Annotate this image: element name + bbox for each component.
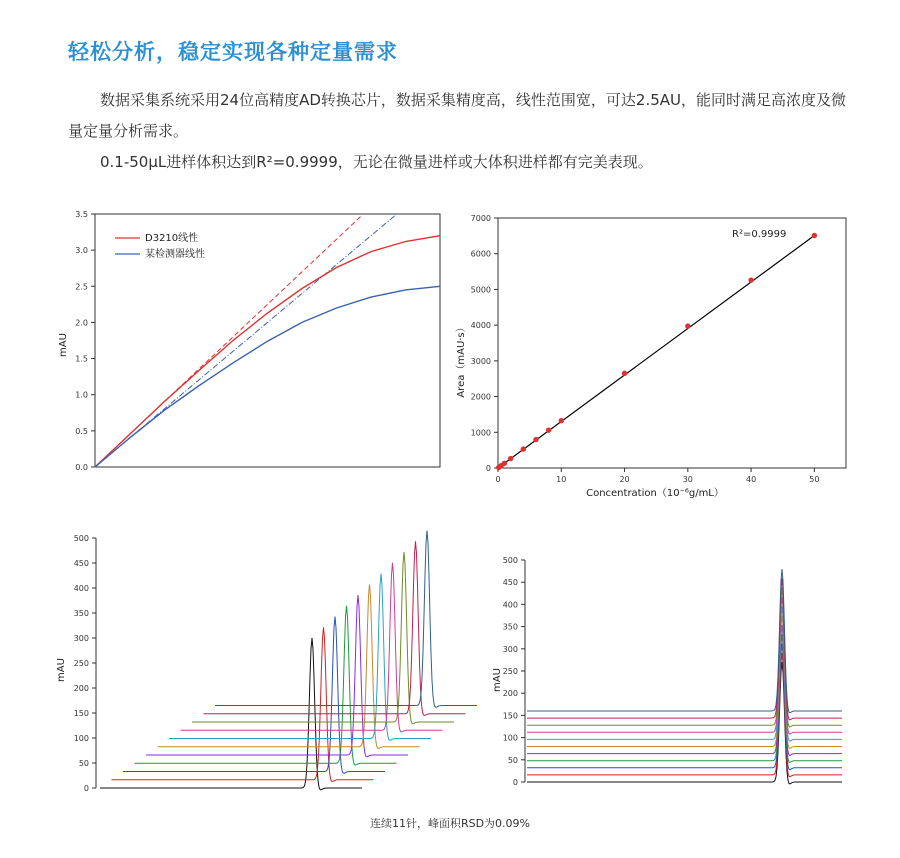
legend-label-other: 某检测器线性 xyxy=(145,249,205,260)
linearity-ytick-label: 0.5 xyxy=(75,426,88,436)
chromatogram-overlay-ytick-label: 0 xyxy=(512,778,518,787)
calibration-ytick-label: 2000 xyxy=(470,392,491,402)
calibration-point xyxy=(508,456,513,461)
chromatogram-offset-trace-11 xyxy=(215,531,477,708)
linearity-ytick-label: 3.5 xyxy=(75,210,88,219)
calibration-ylabel: Area（mAU·s） xyxy=(456,322,467,398)
calibration-ytick-label: 3000 xyxy=(470,356,491,366)
chromatogram-overlay-chart xyxy=(480,550,860,800)
calibration-point xyxy=(546,427,551,432)
legend-label-d3210: D3210线性 xyxy=(145,233,199,244)
chromatogram-overlay-trace-3 xyxy=(527,644,842,770)
calibration-ytick-label: 6000 xyxy=(470,249,491,259)
calibration-point xyxy=(502,461,507,466)
chromatogram-offset-trace-5 xyxy=(146,595,408,757)
linearity-ytick-label: 2.0 xyxy=(75,318,88,328)
calibration-xtick-label: 30 xyxy=(682,475,693,484)
calibration-xtick-label: 20 xyxy=(619,475,630,484)
calibration-ytick-label: 0 xyxy=(485,464,491,473)
calibration-ytick-label: 1000 xyxy=(470,428,491,438)
volume-paragraph: 0.1-50μL进样体积达到R²=0.9999，无论在微量进样或大体积进样都有完美表现。 xyxy=(100,153,653,171)
linearity-ylabel: mAU xyxy=(58,333,69,357)
chromatogram-overlay-trace-7 xyxy=(527,606,842,741)
chromatogram-offset-trace-2 xyxy=(112,627,374,781)
calibration-xtick-label: 0 xyxy=(495,475,501,484)
linearity-ytick-label: 0.0 xyxy=(75,463,88,472)
chromatogram-offset-ytick-label: 350 xyxy=(73,609,89,618)
chromatogram-offset-ytick-label: 500 xyxy=(73,534,89,543)
chromatogram-offset-ytick-label: 400 xyxy=(73,584,89,593)
calibration-xtick-label: 10 xyxy=(556,475,567,484)
chromatogram-offset-ytick-label: 150 xyxy=(73,709,89,718)
calibration-fit-line xyxy=(499,236,815,468)
chromatogram-overlay-ytick-label: 150 xyxy=(502,711,518,721)
chromatogram-offset-trace-4 xyxy=(135,606,397,765)
linearity-series-0 xyxy=(95,236,440,467)
calibration-ytick-label: 4000 xyxy=(470,321,491,331)
chromatogram-overlay-ytick-label: 250 xyxy=(502,667,518,676)
calibration-xlabel: Concentration（10⁻⁶g/mL） xyxy=(586,488,724,499)
chromatogram-overlay-ytick-label: 500 xyxy=(502,556,518,565)
linearity-ytick-label: 3.0 xyxy=(75,246,88,256)
chromatogram-offset-trace-7 xyxy=(169,574,431,741)
chromatogram-offset-trace-10 xyxy=(204,541,466,715)
linearity-chart xyxy=(40,205,450,490)
page-title: 轻松分析，稳定实现各种定量需求 xyxy=(68,40,398,64)
intro-paragraph: 数据采集系统采用24位高精度AD转换芯片，数据采集精度高，线性范围宽，可达2.5AU，能同时满足高浓度及微量定量分析需求。 xyxy=(68,91,846,140)
chromatogram-overlay-ytick-label: 100 xyxy=(502,733,518,743)
calibration-xtick-label: 40 xyxy=(745,475,757,484)
chromatogram-overlay-trace-8 xyxy=(527,597,842,734)
chromatogram-offset-ylabel: mAU xyxy=(56,658,67,682)
linearity-ytick-label: 1.0 xyxy=(75,390,88,400)
calibration-xtick-label: 50 xyxy=(809,475,820,484)
calibration-point xyxy=(748,277,753,282)
chromatogram-overlay-trace-11 xyxy=(527,569,842,713)
chromatogram-offset-ytick-label: 200 xyxy=(73,684,89,693)
chromatogram-overlay-ytick-label: 400 xyxy=(502,600,518,610)
chromatogram-offset-ytick-label: 250 xyxy=(73,659,89,668)
chromatogram-overlay-ytick-label: 350 xyxy=(502,622,518,632)
chromatogram-offset-chart xyxy=(40,530,450,800)
chromatogram-overlay-ytick-label: 200 xyxy=(502,689,518,699)
chromatogram-overlay-trace-5 xyxy=(527,625,842,756)
chromatogram-overlay-ytick-label: 50 xyxy=(507,755,518,765)
chromatogram-offset-ytick-label: 50 xyxy=(78,759,89,768)
chromatogram-overlay-trace-9 xyxy=(527,588,842,727)
chromatogram-offset-ytick-label: 100 xyxy=(73,734,89,743)
chromatogram-overlay-ylabel: mAU xyxy=(492,668,503,692)
r-squared-annotation: R²=0.9999 xyxy=(732,229,787,240)
calibration-chart xyxy=(450,210,860,500)
calibration-point xyxy=(559,418,564,423)
linearity-ytick-label: 1.5 xyxy=(75,354,88,364)
calibration-point xyxy=(812,233,817,238)
chromatogram-offset-trace-6 xyxy=(158,584,420,748)
calibration-ytick-label: 5000 xyxy=(470,285,491,295)
chromatogram-overlay-ytick-label: 300 xyxy=(502,644,518,654)
linearity-legend xyxy=(115,231,205,260)
chromatogram-overlay-trace-10 xyxy=(527,578,842,720)
calibration-point xyxy=(533,437,538,442)
linearity-ytick-label: 2.5 xyxy=(75,282,88,292)
calibration-point xyxy=(685,323,690,328)
calibration-point xyxy=(622,371,627,376)
chromatogram-overlay-trace-2 xyxy=(527,653,842,777)
chromatogram-overlay-trace-4 xyxy=(527,634,842,762)
calibration-ytick-label: 7000 xyxy=(470,214,491,223)
calibration-point xyxy=(521,446,526,451)
chart-caption: 连续11针，峰面积RSD为0.09% xyxy=(369,817,531,830)
chromatogram-overlay-ytick-label: 450 xyxy=(502,578,518,588)
chromatogram-overlay-trace-6 xyxy=(527,616,842,749)
chromatogram-overlay-trace-1 xyxy=(527,662,842,784)
chromatogram-offset-trace-3 xyxy=(123,617,385,774)
chromatogram-offset-ytick-label: 0 xyxy=(83,784,89,793)
chromatogram-offset-ytick-label: 450 xyxy=(73,559,89,568)
chromatogram-offset-ytick-label: 300 xyxy=(73,634,89,643)
